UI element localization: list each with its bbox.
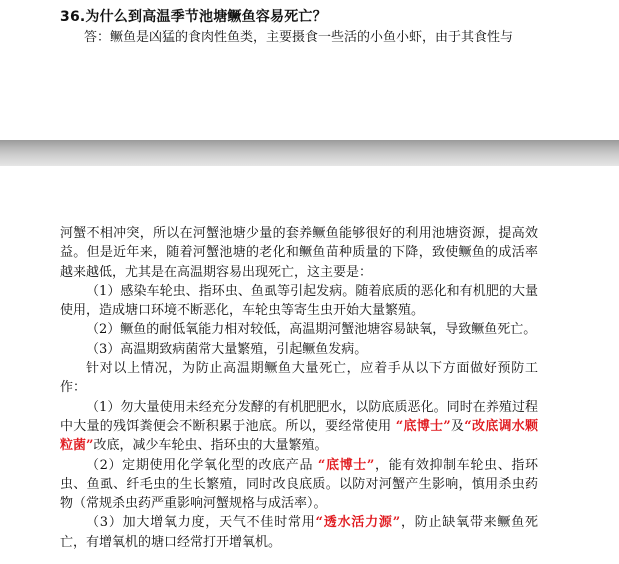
measure-2-tail: ，能有效抑制车轮虫、指环虫、鱼虱、纤毛虫的生长繁殖，同时改良底质。以防对河蟹产生影响，慎用杀虫药物（常规杀虫药严重影响河蟹规格与成活率）。	[60, 457, 538, 512]
measure-3	[60, 513, 538, 552]
prevention-intro: 针对以上情况，为防止高温期鳜鱼大量死亡，应着手从以下方面做好预防工作：	[60, 361, 538, 396]
measure-2-text: （2）定期使用化学氧化型的改底产品	[86, 457, 318, 473]
cause-3: （3）高温期致病菌常大量繁殖，引起鳜鱼发病。	[86, 341, 368, 357]
page-top	[0, 0, 619, 140]
measure-3-tail: ，防止缺氧带来鳜鱼死亡，有增氧机的塘口经常打开增氧机。	[60, 515, 538, 550]
measure-1-joiner: 及	[450, 418, 465, 434]
cause-2: （2）鳜鱼的耐低氧能力相对较低，高温期河蟹池塘容易缺氧，导致鳜鱼死亡。	[86, 322, 537, 338]
measure-3-text: （3）加大增氧力度，天气不佳时常用	[86, 515, 316, 531]
answer-body	[60, 224, 538, 552]
measure-1	[60, 398, 538, 456]
measure-1-text: （1）勿大量使用未经充分发酵的有机肥肥水，以防底质恶化。同时在养殖过程中大量的残饵粪便会不断积累于池底。所以，要经常使用	[60, 399, 538, 434]
question-title: 36.为什么到高温季节池塘鳜鱼容易死亡？	[60, 9, 327, 25]
product-dibosi-2: “底博士”	[317, 457, 375, 473]
intro-paragraph: 河蟹不相冲突，所以在河蟹池塘少量的套养鳜鱼能够很好的利用池塘资源，提高效益。但是近年来，随着河蟹池塘的老化和鳜鱼苗种质量的下降，致使鳜鱼的成活率越来越低，尤其是在高温期容易出现死亡，这主要是：	[60, 226, 538, 280]
measure-2	[60, 456, 538, 514]
answer-intro: 答：鳜鱼是凶猛的食肉性鱼类，主要摄食一些活的小鱼小虾，由于其食性与	[84, 30, 514, 45]
product-gaidi-granule: “改底调水颗粒菌”	[60, 418, 538, 454]
cause-1: （1）感染车轮虫、指环虫、鱼虱等引起发病。随着底质的恶化和有机肥的大量使用，造成塘口环境不断恶化，车轮虫等寄生虫开始大量繁殖。	[60, 283, 538, 319]
page-separator	[0, 140, 619, 166]
measure-1-tail: 改底，减少车轮虫、指环虫的大量繁殖。	[93, 438, 328, 454]
product-toushui: “透水活力源”	[315, 515, 401, 531]
product-dibosi: “底博士”	[395, 418, 451, 434]
